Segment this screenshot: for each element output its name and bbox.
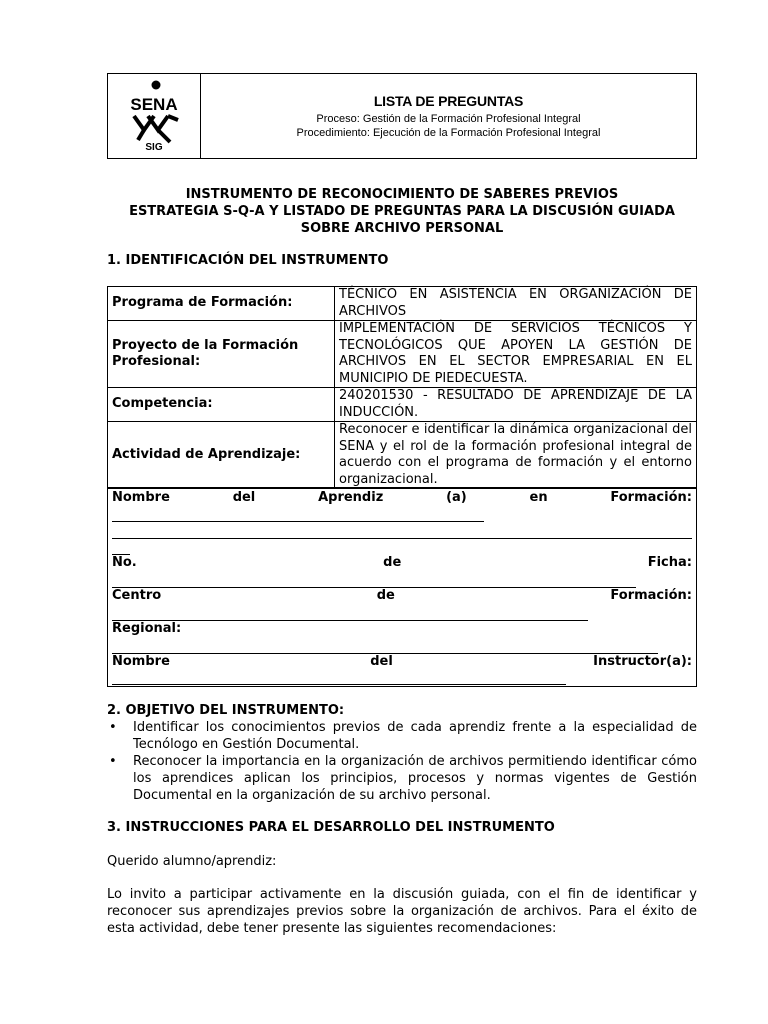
list-item [107,719,697,753]
label-word: Instructor(a): [593,654,692,669]
bullet-icon: • [109,754,117,769]
learner-name-line-2[interactable] [112,538,692,539]
intro-paragraph: Lo invito a participar activamente en la discusión guiada, con el fin de identificar y reconocer sus aprendizajes previos sobre la organización de archivos. Para el éxito de esta actividad, debe tener presente las siguientes recomendaciones: [107,887,697,936]
regional-label: Regional: [112,621,182,636]
logo-text: SENA [130,95,178,114]
row-label: Programa de Formación: [108,287,335,321]
label-word: del [370,654,393,669]
identification-table [107,286,697,489]
title-line: SOBRE ARCHIVO PERSONAL [300,221,504,236]
label-word: Formación: [610,490,692,505]
section-1-heading: 1. IDENTIFICACIÓN DEL INSTRUMENTO [107,253,389,268]
instructor-line[interactable] [112,684,566,685]
label-word: (a) [446,490,467,505]
header-title: LISTA DE PREGUNTAS [373,93,524,109]
document-title [107,186,697,237]
greeting: Querido alumno/aprendiz: [107,854,277,869]
title-line: ESTRATEGIA S-Q-A Y LISTADO DE PREGUNTAS PARA LA DISCUSIÓN GUIADA [129,204,675,219]
row-value: IMPLEMENTACIÓN DE SERVICIOS TÉCNICOS Y TECNOLÓGICOS QUE APOYEN LA GESTIÓN DE ARCHIVOS EN EL SECTOR EMPRESARIAL EN EL MUNICIPIO DE PIEDECUESTA. [335,321,697,388]
label-word: Centro [112,588,162,603]
learner-name-row [112,490,692,506]
label-word: Ficha: [647,555,692,570]
label-word: en [529,490,548,505]
table-row [108,321,697,388]
instructor-row [112,654,692,670]
row-value: Reconocer e identificar la dinámica organizacional del SENA y el rol de la formación profesional integral de acuerdo con el programa de formación y el entorno organizacional. [335,422,697,489]
list-item [107,753,697,804]
section-2-heading: 2. OBJETIVO DEL INSTRUMENTO: [107,703,345,718]
row-label: Proyecto de la Formación Profesional: [108,321,335,388]
table-row [108,287,697,321]
logo-cell [108,74,201,158]
document-header [107,73,697,159]
label-word: Aprendiz [318,490,384,505]
row-value: TÉCNICO EN ASISTENCIA EN ORGANIZACIÓN DE ARCHIVOS [335,287,697,321]
label-word: de [383,555,402,570]
section-3-heading: 3. INSTRUCCIONES PARA EL DESARROLLO DEL INSTRUMENTO [107,820,555,835]
label-word: del [232,490,256,505]
label-word: Formación: [610,588,692,603]
header-text [201,74,696,158]
row-label: Competencia: [108,388,335,422]
table-row [108,388,697,422]
sena-logo [126,80,182,144]
header-proceso: Proceso: Gestión de la Formación Profesional Integral [316,113,581,125]
objective-list [107,719,697,804]
bullet-text: Identificar los conocimientos previos de cada aprendiz frente a la especialidad de Tecnólogo en Gestión Documental. [133,720,697,752]
logo-sig: SIG [145,142,163,153]
table-row [108,422,697,489]
bullet-icon: • [109,720,117,735]
learner-name-line[interactable] [112,521,484,522]
bullet-text: Reconocer la importancia en la organización de archivos permitiendo identificar cómo los aprendices aplican los principios, procesos y normas vigentes de Gestión Documental en la organización de su archivo personal. [133,754,697,803]
centro-row [112,588,692,604]
row-value: 240201530 - RESULTADO DE APRENDIZAJE DE LA INDUCCIÓN. [335,388,697,422]
label-word: de [376,588,395,603]
header-procedimiento: Procedimiento: Ejecución de la Formación Profesional Integral [296,127,601,139]
regional-row [112,621,692,637]
learner-info-box [107,487,697,687]
title-line: INSTRUMENTO DE RECONOCIMIENTO DE SABERES PREVIOS [185,187,619,202]
ficha-row [112,555,692,571]
label-word: Nombre [112,490,170,505]
label-word: Nombre [112,654,170,669]
row-label: Actividad de Aprendizaje: [108,422,335,489]
label-word: No. [112,555,137,570]
